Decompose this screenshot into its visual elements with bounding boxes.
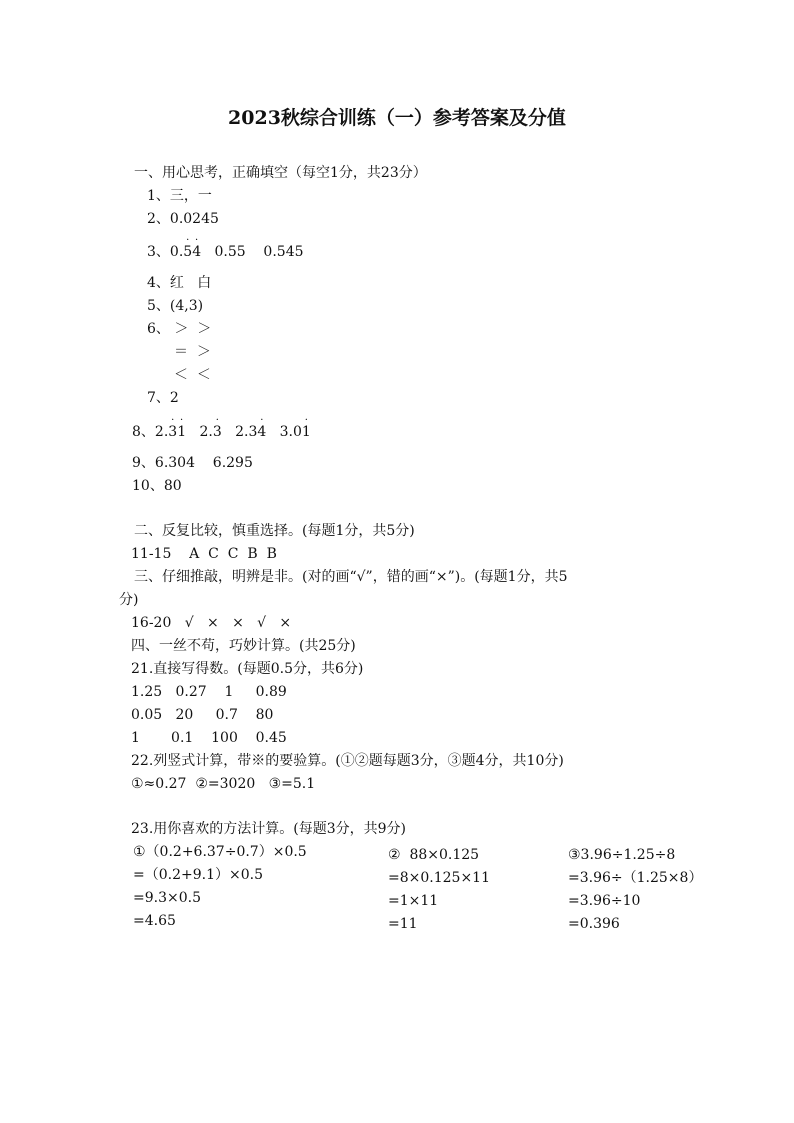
q23-col3-line2: =3.96÷（1.25×8） bbox=[568, 870, 703, 886]
q22-answers: ①≈0.27 ②=3020 ③=5.1 bbox=[131, 776, 316, 792]
answer-q1: 1、三，一 bbox=[147, 188, 212, 204]
repeating-digit: · 4 bbox=[192, 235, 202, 260]
q23-col2-line1: ② 88×0.125 bbox=[388, 847, 480, 863]
answer-q5: 5、(4,3) bbox=[147, 298, 204, 314]
answer-q9: 9、6.304 6.295 bbox=[132, 455, 253, 471]
answer-q3 bbox=[147, 235, 304, 261]
answer-q2: 2、0.0245 bbox=[147, 211, 219, 227]
answer-q6-row3: ＜ ＜ bbox=[174, 367, 211, 383]
answer-q8: 8、2. · 3 · 1 2. · 3 2.3 · 4 3.0 · 1 bbox=[132, 415, 311, 440]
answer-q6-row2: ＝ ＞ bbox=[174, 344, 211, 360]
section1-heading: 一、用心思考，正确填空（每空1分，共23分） bbox=[134, 165, 427, 181]
answer-q10: 10、80 bbox=[132, 478, 182, 494]
repeat-dot-icon: · bbox=[195, 235, 199, 246]
repeating-digit: · 3 bbox=[212, 415, 222, 440]
answer-q7: 7、2 bbox=[147, 390, 179, 406]
q23-col3-line1: ③3.96÷1.25÷8 bbox=[568, 847, 676, 863]
section3-heading: 三、仔细推敲，明辨是非。(对的画“√”，错的画“×”)。(每题1分，共5 bbox=[134, 569, 568, 585]
q23-col3-line4: =0.396 bbox=[568, 916, 620, 932]
repeat-dot-icon: · bbox=[260, 415, 264, 426]
repeating-digit: · 1 bbox=[301, 415, 311, 440]
q22-heading: 22.列竖式计算，带※的要验算。(①②题每题3分，③题4分，共10分) bbox=[131, 753, 564, 769]
repeating-digit: · 1 bbox=[177, 415, 187, 440]
section2-answers: 11-15 A C C B B bbox=[131, 546, 277, 562]
repeat-dot-icon: · bbox=[186, 235, 190, 246]
answer-q4: 4、红 白 bbox=[147, 275, 212, 291]
repeat-dot-icon: · bbox=[180, 415, 184, 426]
q23-col1-line3: =9.3×0.5 bbox=[133, 890, 201, 906]
repeat-dot-icon: · bbox=[304, 415, 308, 426]
q23-col1-line4: =4.65 bbox=[133, 913, 176, 929]
repeat-dot-icon: · bbox=[171, 415, 175, 426]
repeating-digit: · 3 bbox=[168, 415, 178, 440]
q23-col2-line2: =8×0.125×11 bbox=[388, 870, 490, 886]
q23-col1-line2: =（0.2+9.1）×0.5 bbox=[133, 867, 263, 883]
section2-heading: 二、反复比较，慎重选择。(每题1分，共5分) bbox=[134, 523, 415, 539]
section3-answers: 16-20 √ × × √ × bbox=[131, 615, 292, 631]
q23-col2-line3: =1×11 bbox=[388, 893, 439, 909]
section4-heading: 四、一丝不苟，巧妙计算。(共25分) bbox=[131, 638, 356, 654]
repeating-digit: · 5 bbox=[183, 235, 193, 260]
q21-row1: 1.25 0.27 1 0.89 bbox=[131, 684, 287, 700]
q23-col2-line4: =11 bbox=[388, 916, 418, 932]
q21-row2: 0.05 20 0.7 80 bbox=[131, 707, 274, 723]
repeating-digit: · 4 bbox=[257, 415, 267, 440]
q3-prefix: 3、0. bbox=[147, 244, 184, 260]
answer-q6-row1: 6、 ＞ ＞ bbox=[147, 321, 212, 337]
q21-heading: 21.直接写得数。(每题0.5分，共6分) bbox=[131, 661, 364, 677]
page-title: 2023秋综合训练（一）参考答案及分值 bbox=[228, 107, 566, 129]
q23-heading: 23.用你喜欢的方法计算。(每题3分，共9分) bbox=[131, 821, 407, 837]
q23-col3-line3: =3.96÷10 bbox=[568, 893, 641, 909]
section3-heading-cont: 分) bbox=[119, 592, 139, 608]
q3-rest: 0.55 0.545 bbox=[201, 244, 304, 260]
repeat-dot-icon: · bbox=[215, 415, 219, 426]
q23-col1-line1: ①（0.2+6.37÷0.7）×0.5 bbox=[133, 844, 307, 860]
q21-row3: 1 0.1 100 0.45 bbox=[131, 730, 287, 746]
